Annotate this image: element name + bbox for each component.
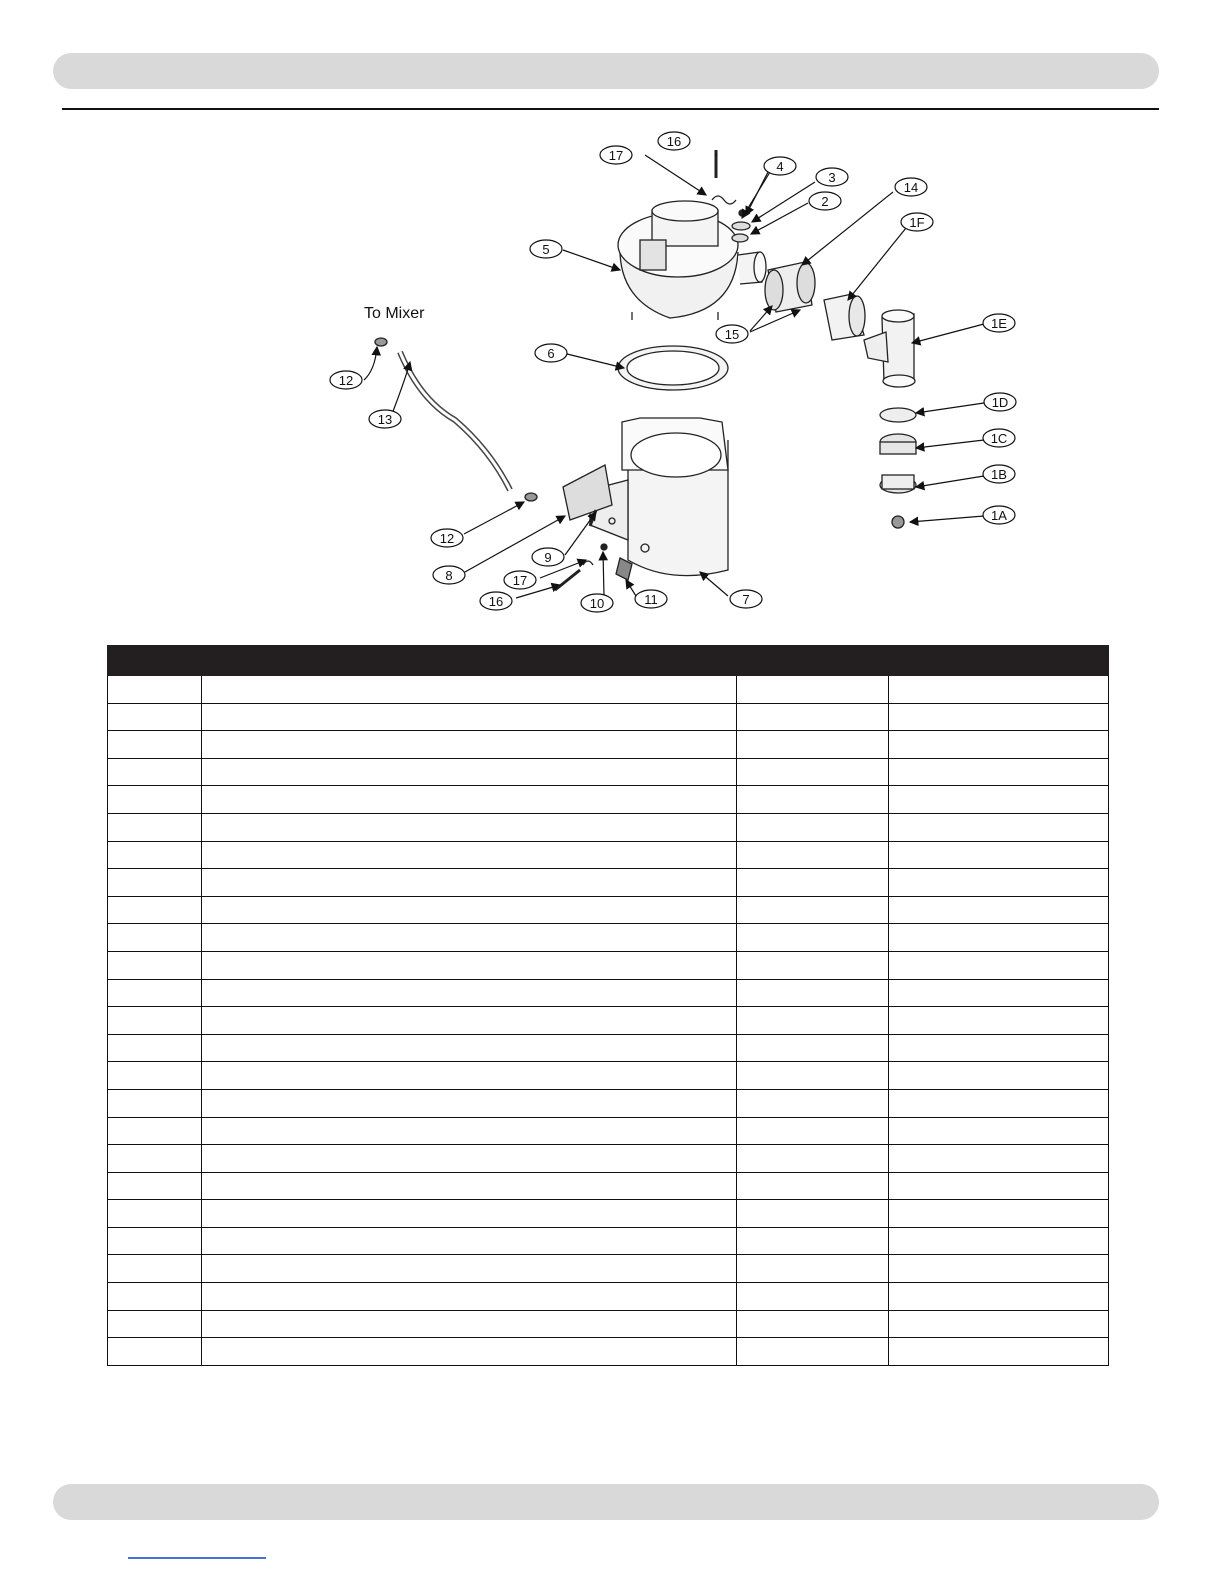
- table-cell: [737, 1062, 889, 1090]
- table-cell: [108, 676, 202, 704]
- table-cell: [737, 951, 889, 979]
- table-cell: [202, 1338, 737, 1366]
- table-cell: [202, 1145, 737, 1173]
- table-cell: [737, 1089, 889, 1117]
- table-cell: [889, 841, 1109, 869]
- table-cell: [889, 1338, 1109, 1366]
- table-cell: [889, 758, 1109, 786]
- table-row: [108, 1200, 1109, 1228]
- table-cell: [108, 1255, 202, 1283]
- table-cell: [108, 1283, 202, 1311]
- callout-1E: [983, 314, 1015, 332]
- svg-text:10: 10: [589, 596, 605, 611]
- table-cell: [108, 1007, 202, 1035]
- table-cell: [889, 1172, 1109, 1200]
- callout-1A: [983, 506, 1015, 524]
- table-cell: [737, 676, 889, 704]
- parts-table: [107, 645, 1109, 1366]
- callout-1C: [983, 429, 1015, 447]
- table-cell: [202, 896, 737, 924]
- table-cell: [108, 841, 202, 869]
- table-cell: [108, 786, 202, 814]
- table-cell: [202, 786, 737, 814]
- callout-12-top: [330, 371, 362, 389]
- callout-3: [816, 168, 848, 186]
- table-cell: [737, 1145, 889, 1173]
- callout-17-bottom: [504, 571, 536, 589]
- table-cell: [889, 979, 1109, 1007]
- callout-10: [581, 594, 613, 612]
- table-cell: [202, 1034, 737, 1062]
- callout-16-top: [658, 132, 690, 150]
- table-row: [108, 703, 1109, 731]
- svg-text:1E: 1E: [991, 316, 1007, 331]
- svg-text:12: 12: [338, 373, 354, 388]
- table-cell: [202, 1283, 737, 1311]
- table-row: [108, 1310, 1109, 1338]
- table-cell: [202, 1062, 737, 1090]
- table-cell: [202, 1089, 737, 1117]
- table-cell: [737, 1200, 889, 1228]
- svg-text:8: 8: [445, 568, 453, 583]
- table-cell: [737, 869, 889, 897]
- svg-text:13: 13: [377, 412, 393, 427]
- table-row: [108, 979, 1109, 1007]
- svg-text:15: 15: [724, 327, 740, 342]
- table-cell: [108, 1089, 202, 1117]
- table-cell: [108, 731, 202, 759]
- svg-text:14: 14: [903, 180, 919, 195]
- callout-15: [716, 325, 748, 343]
- table-cell: [737, 758, 889, 786]
- table-cell: [202, 1227, 737, 1255]
- header-cell: [108, 646, 202, 676]
- table-cell: [889, 1227, 1109, 1255]
- table-row: [108, 1172, 1109, 1200]
- table-cell: [889, 924, 1109, 952]
- table-cell: [108, 758, 202, 786]
- table-row: [108, 1255, 1109, 1283]
- table-cell: [202, 1310, 737, 1338]
- header-cell: [737, 646, 889, 676]
- table-cell: [889, 951, 1109, 979]
- table-cell: [108, 703, 202, 731]
- table-cell: [202, 924, 737, 952]
- table-cell: [202, 1172, 737, 1200]
- svg-text:1B: 1B: [991, 467, 1007, 482]
- table-cell: [108, 896, 202, 924]
- table-cell: [202, 1007, 737, 1035]
- table-cell: [889, 896, 1109, 924]
- table-cell: [889, 1310, 1109, 1338]
- callout-14: [895, 178, 927, 196]
- table-cell: [737, 1034, 889, 1062]
- svg-text:3: 3: [828, 170, 836, 185]
- callout-1D: [984, 393, 1016, 411]
- svg-text:1C: 1C: [990, 431, 1008, 446]
- exploded-parts-diagram: [300, 125, 1060, 620]
- callout-16-bottom: [480, 592, 512, 610]
- table-cell: [108, 1310, 202, 1338]
- table-cell: [202, 979, 737, 1007]
- table-cell: [737, 1283, 889, 1311]
- callout-1B: [983, 465, 1015, 483]
- header-cell: [889, 646, 1109, 676]
- table-row: [108, 1145, 1109, 1173]
- table-cell: [889, 1255, 1109, 1283]
- table-cell: [108, 1172, 202, 1200]
- table-cell: [108, 1145, 202, 1173]
- table-row: [108, 869, 1109, 897]
- table-row: [108, 1034, 1109, 1062]
- svg-text:9: 9: [544, 550, 552, 565]
- blower-assembly: [618, 201, 766, 320]
- callout-4: [764, 157, 796, 175]
- table-cell: [737, 1227, 889, 1255]
- table-cell: [108, 1227, 202, 1255]
- table-row: [108, 924, 1109, 952]
- table-cell: [202, 813, 737, 841]
- table-cell: [737, 1117, 889, 1145]
- table-cell: [889, 1283, 1109, 1311]
- svg-text:5: 5: [542, 242, 550, 257]
- table-cell: [202, 676, 737, 704]
- table-cell: [108, 979, 202, 1007]
- table-row: [108, 1062, 1109, 1090]
- table-cell: [108, 1034, 202, 1062]
- table-row: [108, 951, 1109, 979]
- svg-text:6: 6: [547, 346, 555, 361]
- table-cell: [889, 676, 1109, 704]
- callout-7: [730, 590, 762, 608]
- table-cell: [108, 869, 202, 897]
- table-cell: [889, 813, 1109, 841]
- table-row: [108, 1007, 1109, 1035]
- table-cell: [108, 924, 202, 952]
- table-cell: [202, 841, 737, 869]
- svg-text:1D: 1D: [991, 395, 1009, 410]
- table-cell: [889, 1089, 1109, 1117]
- callout-8: [433, 566, 465, 584]
- table-cell: [108, 1062, 202, 1090]
- table-row: [108, 1227, 1109, 1255]
- svg-text:2: 2: [821, 194, 829, 209]
- table-cell: [737, 1338, 889, 1366]
- callout-1F: [901, 213, 933, 231]
- callout-2: [809, 192, 841, 210]
- table-cell: [202, 703, 737, 731]
- table-row: [108, 813, 1109, 841]
- table-row: [108, 1283, 1109, 1311]
- svg-text:16: 16: [488, 594, 504, 609]
- table-row: [108, 731, 1109, 759]
- table-cell: [737, 924, 889, 952]
- table-cell: [737, 1007, 889, 1035]
- table-cell: [889, 1200, 1109, 1228]
- svg-text:17: 17: [608, 148, 624, 163]
- table-row: [108, 786, 1109, 814]
- table-cell: [889, 731, 1109, 759]
- footer-bar: [53, 1484, 1159, 1520]
- callout-9: [532, 548, 564, 566]
- svg-text:7: 7: [742, 592, 750, 607]
- to-mixer-label: To Mixer: [364, 305, 425, 322]
- table-cell: [737, 841, 889, 869]
- table-row: [108, 896, 1109, 924]
- callout-6: [535, 344, 567, 362]
- table-cell: [737, 703, 889, 731]
- table-cell: [108, 1338, 202, 1366]
- table-cell: [737, 1310, 889, 1338]
- table-cell: [202, 758, 737, 786]
- table-cell: [889, 1034, 1109, 1062]
- table-cell: [202, 1255, 737, 1283]
- table-cell: [202, 731, 737, 759]
- svg-text:12: 12: [439, 531, 455, 546]
- table-cell: [889, 1145, 1109, 1173]
- footer-link-underline[interactable]: [128, 1557, 266, 1559]
- callout-5: [530, 240, 562, 258]
- table-cell: [737, 786, 889, 814]
- table-cell: [202, 869, 737, 897]
- svg-text:1A: 1A: [991, 508, 1007, 523]
- table-cell: [737, 979, 889, 1007]
- table-cell: [737, 813, 889, 841]
- table-cell: [202, 1200, 737, 1228]
- parts-table-body: [108, 676, 1109, 1366]
- table-row: [108, 758, 1109, 786]
- svg-text:1F: 1F: [909, 215, 925, 230]
- table-cell: [108, 1117, 202, 1145]
- table-cell: [889, 1117, 1109, 1145]
- table-row: [108, 841, 1109, 869]
- table-cell: [889, 1062, 1109, 1090]
- table-row: [108, 676, 1109, 704]
- table-cell: [737, 731, 889, 759]
- svg-text:17: 17: [512, 573, 528, 588]
- table-cell: [202, 951, 737, 979]
- table-cell: [108, 1200, 202, 1228]
- table-row: [108, 1117, 1109, 1145]
- table-cell: [108, 951, 202, 979]
- table-cell: [202, 1117, 737, 1145]
- table-cell: [889, 869, 1109, 897]
- table-cell: [737, 1255, 889, 1283]
- svg-text:16: 16: [666, 134, 682, 149]
- table-cell: [889, 1007, 1109, 1035]
- callout-11: [635, 590, 667, 608]
- table-row: [108, 1338, 1109, 1366]
- header-cell: [202, 646, 737, 676]
- table-cell: [889, 703, 1109, 731]
- table-cell: [737, 896, 889, 924]
- svg-text:11: 11: [644, 592, 658, 607]
- callout-17-top: [600, 146, 632, 164]
- table-cell: [889, 786, 1109, 814]
- header-bar: [53, 53, 1159, 89]
- callout-12-bottom: [431, 529, 463, 547]
- header-rule: [62, 108, 1159, 110]
- table-cell: [108, 813, 202, 841]
- svg-text:4: 4: [776, 159, 784, 174]
- callout-13: [369, 410, 401, 428]
- table-cell: [737, 1172, 889, 1200]
- parts-table-header: [108, 646, 1109, 676]
- table-row: [108, 1089, 1109, 1117]
